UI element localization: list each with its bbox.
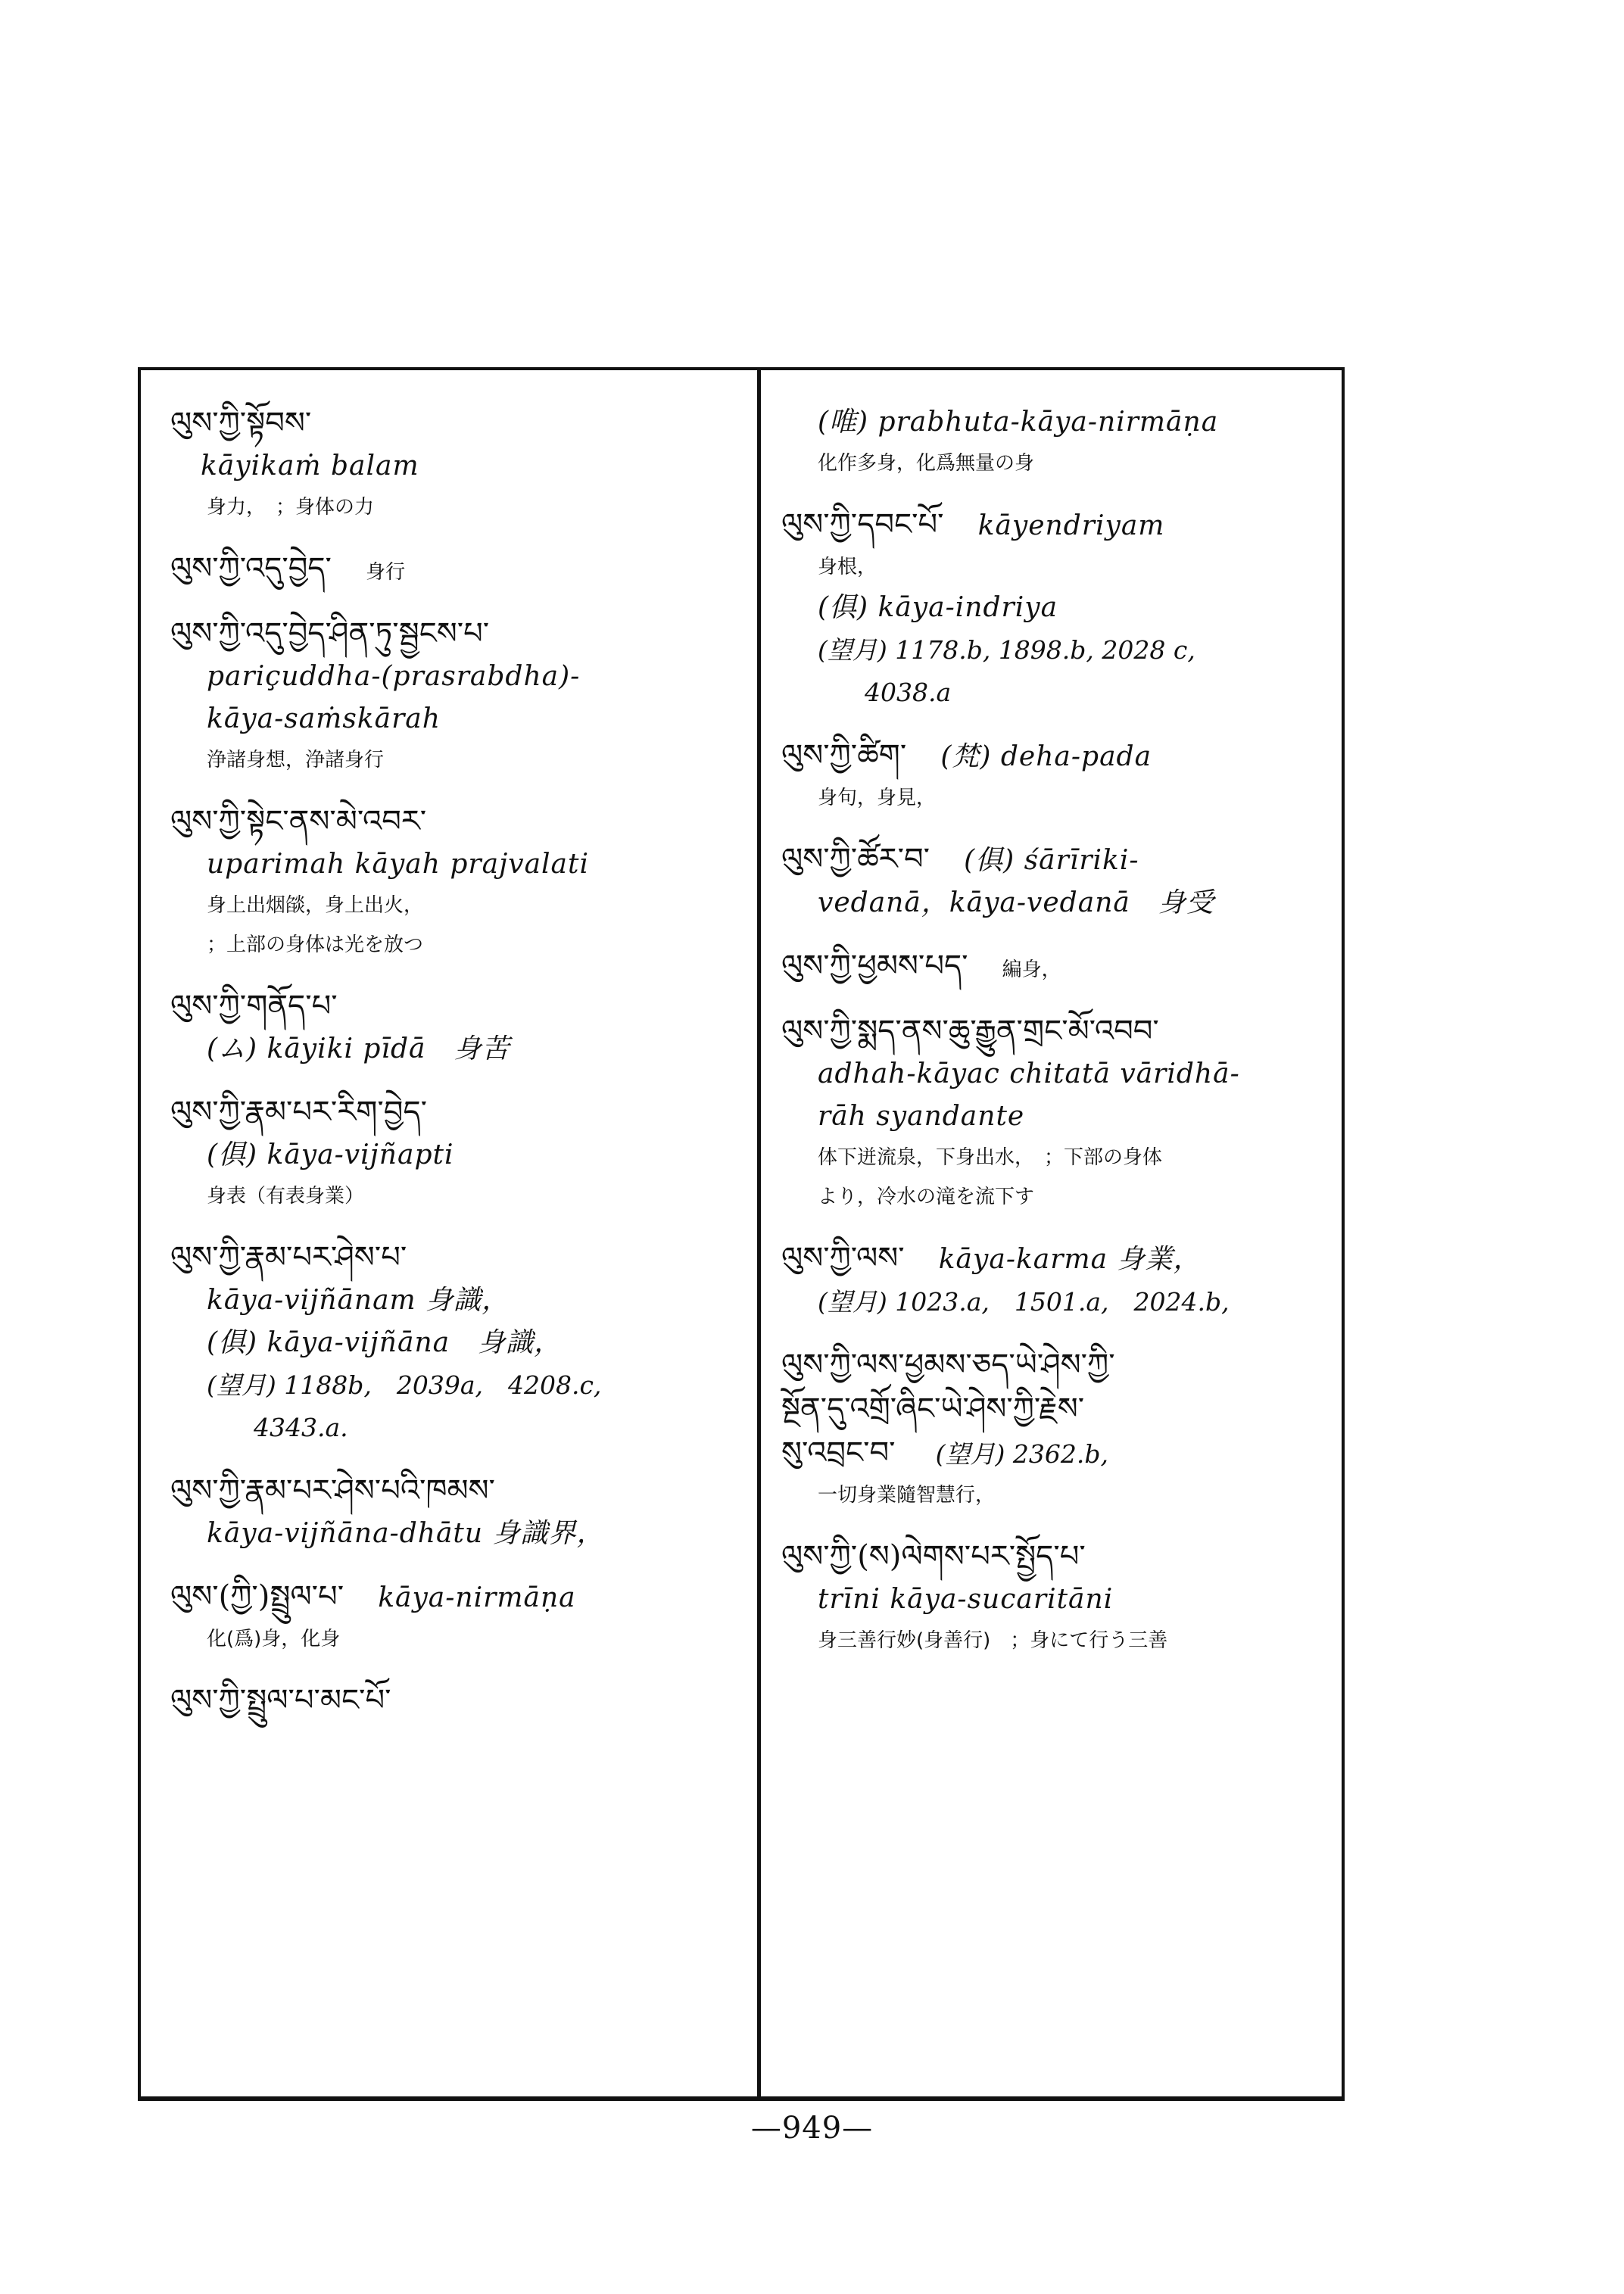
sanskrit-term: kāya-vijñāna-dhātu 身識界， [207, 1518, 605, 1549]
chinese-japanese-gloss: 身表（有表身業） [207, 1185, 365, 1208]
tibetan-term: ལུས་ཀྱི་རྣམ་པར་ཤེས་པའི་ཁམས་ [170, 1473, 495, 1508]
chinese-japanese-gloss: 体下迸流泉，下身出水， ；下部の身体 [818, 1146, 1163, 1169]
tibetan-term: ལུས་(ཀྱི་)སྤྲུལ་པ་ [170, 1579, 344, 1614]
reference: (望月) 1178.b, 1898.b, 2028 c, [818, 635, 1195, 665]
entry [170, 401, 746, 527]
sanskrit-term: (梵) deha-pada [940, 741, 1152, 772]
right-column [781, 401, 1342, 1680]
sanskrit-term: kāya-saṁskārah [207, 703, 441, 734]
entry [170, 1678, 746, 1722]
tibetan-term: ལུས་ཀྱི་རྣམ་པར་རིག་བྱེད་ [170, 1095, 427, 1130]
tibetan-term: ལུས་ཀྱི་ལས་ [781, 1241, 905, 1276]
chinese-japanese-gloss: 身三善行妙(身善行) ；身にて行う三善 [818, 1629, 1168, 1652]
tibetan-term: ལུས་ཀྱི་སྟེང་ནས་མེ་འབར་ [170, 804, 427, 839]
tibetan-term: ལུས་ཀྱི་འདུ་བྱེད་ཤིན་ཏུ་སྦྱངས་པ་ [170, 616, 490, 651]
tibetan-term: ལུས་ཀྱི་གནོད་པ་ [170, 989, 338, 1024]
left-column [170, 401, 746, 1742]
entry [781, 503, 1342, 714]
sanskrit-term: kāyikaṁ balam [201, 450, 419, 482]
entry [781, 1343, 1342, 1515]
tibetan-term: ལུས་ཀྱི་སྤྲུལ་པ་མང་པོ་ [170, 1683, 391, 1718]
chinese-japanese-gloss: 化(爲)身，化身 [207, 1628, 341, 1650]
tibetan-term: ལུས་ཀྱི་ལས་ཕྱམས་ཅད་ཡེ་ཤེས་ཀྱི་ [781, 1348, 1115, 1382]
entry [781, 1535, 1342, 1660]
sanskrit-term: (俱) kāya-vijñapti [207, 1139, 454, 1170]
chinese-japanese-gloss: より，冷水の滝を流下す [818, 1186, 1035, 1208]
tibetan-term: ལུས་ཀྱི་ཚོར་བ་ [781, 842, 930, 877]
entry [781, 944, 1342, 990]
chinese-japanese-gloss: 身上出烟燄，身上出火， [207, 894, 424, 917]
entry [170, 1469, 746, 1555]
chinese-japanese-gloss: 身力， ；身体の力 [207, 496, 375, 519]
sanskrit-term: (俱) kāya-indriya [818, 592, 1058, 623]
tibetan-term: སྔོན་དུ་འགྲོ་ཞིང་ཡེ་ཤེས་ཀྱི་རྗེས་ [781, 1392, 1085, 1426]
sanskrit-term: pariçuddha-(prasrabdha)- [207, 661, 581, 692]
sanskrit-term: kāya-vijñānam 身識， [207, 1285, 510, 1316]
sanskrit-term: kāya-karma 身業， [938, 1244, 1202, 1275]
tibetan-term: ལུས་ཀྱི་ཕྱམས་པད་ [781, 949, 968, 983]
tibetan-term: ལུས་ཀྱི་རྣམ་པར་ཤེས་པ་ [170, 1240, 407, 1275]
sanskrit-term: trīni kāya-sucaritāni [818, 1584, 1114, 1615]
reference: 4343.a. [254, 1413, 348, 1442]
entry [170, 547, 746, 592]
entry [781, 734, 1342, 818]
chinese-japanese-gloss: 編身， [1002, 958, 1061, 981]
sanskrit-term: vedanā，kāya-vedanā 身受 [818, 887, 1214, 918]
chinese-japanese-gloss: 浄諸身想，浄諸身行 [207, 749, 385, 771]
chinese-japanese-gloss: ；上部の身体は光を放つ [207, 933, 424, 956]
tibetan-term: ལུས་ཀྱི་(ས)ལེགས་པར་སྤྱོད་པ་ [781, 1539, 1086, 1574]
reference: (望月) 2362.b, [935, 1439, 1108, 1469]
entry [781, 1236, 1342, 1323]
sanskrit-term: (ム) kāyiki pīdā 身苦 [207, 1033, 510, 1064]
tibetan-term: ལུས་ཀྱི་འདུ་བྱེད་ [170, 551, 332, 586]
reference: 4038.a [865, 678, 952, 707]
page-number: —949— [750, 2111, 874, 2146]
tibetan-term: ལུས་ཀྱི་སྨད་ནས་ཆུ་རྒྱུན་གྲང་མོ་འབབ་ [781, 1014, 1159, 1049]
tibetan-term: ལུས་ཀྱི་སྟོབས་ [170, 406, 312, 441]
chinese-japanese-gloss: 化作多身，化爲無量の身 [818, 452, 1035, 475]
sanskrit-term: kāyendriyam [977, 510, 1165, 541]
chinese-japanese-gloss: 身行 [366, 561, 406, 584]
sanskrit-term: kāya-nirmāṇa [378, 1582, 576, 1613]
entry [170, 984, 746, 1071]
entry [781, 837, 1342, 924]
entry [170, 1236, 746, 1449]
sanskrit-term: uparimah kāyah prajvalati [207, 849, 589, 880]
entry [781, 1009, 1342, 1217]
tibetan-term: སུ་འབྲང་བ་ [781, 1435, 896, 1470]
entry [781, 401, 1342, 483]
column-divider [757, 369, 761, 2099]
chinese-japanese-gloss: 身句，身見， [818, 787, 937, 809]
reference: (望月) 1188b, 2039a, 4208.c, [207, 1370, 602, 1400]
tibetan-term: ལུས་ཀྱི་ཚིག་ [781, 738, 907, 773]
tibetan-term: ལུས་ཀྱི་དབང་པོ་ [781, 507, 944, 542]
sanskrit-term: rāh syandante [818, 1101, 1025, 1132]
entry [170, 799, 746, 965]
sanskrit-term: (俱) kāya-vijñāna 身識， [207, 1327, 563, 1358]
entry [170, 1090, 746, 1216]
entry [170, 1575, 746, 1659]
entry [170, 612, 746, 780]
sanskrit-term: (唯) prabhuta-kāya-nirmāṇa [818, 407, 1219, 438]
chinese-japanese-gloss: 身根， [818, 556, 877, 578]
reference: (望月) 1023.a, 1501.a, 2024.b, [818, 1287, 1230, 1317]
sanskrit-term: (俱) śārīriki- [964, 845, 1139, 876]
chinese-japanese-gloss: 一切身業隨智慧行， [818, 1484, 996, 1507]
sanskrit-term: adhah-kāyac chitatā vāridhā- [818, 1058, 1240, 1089]
